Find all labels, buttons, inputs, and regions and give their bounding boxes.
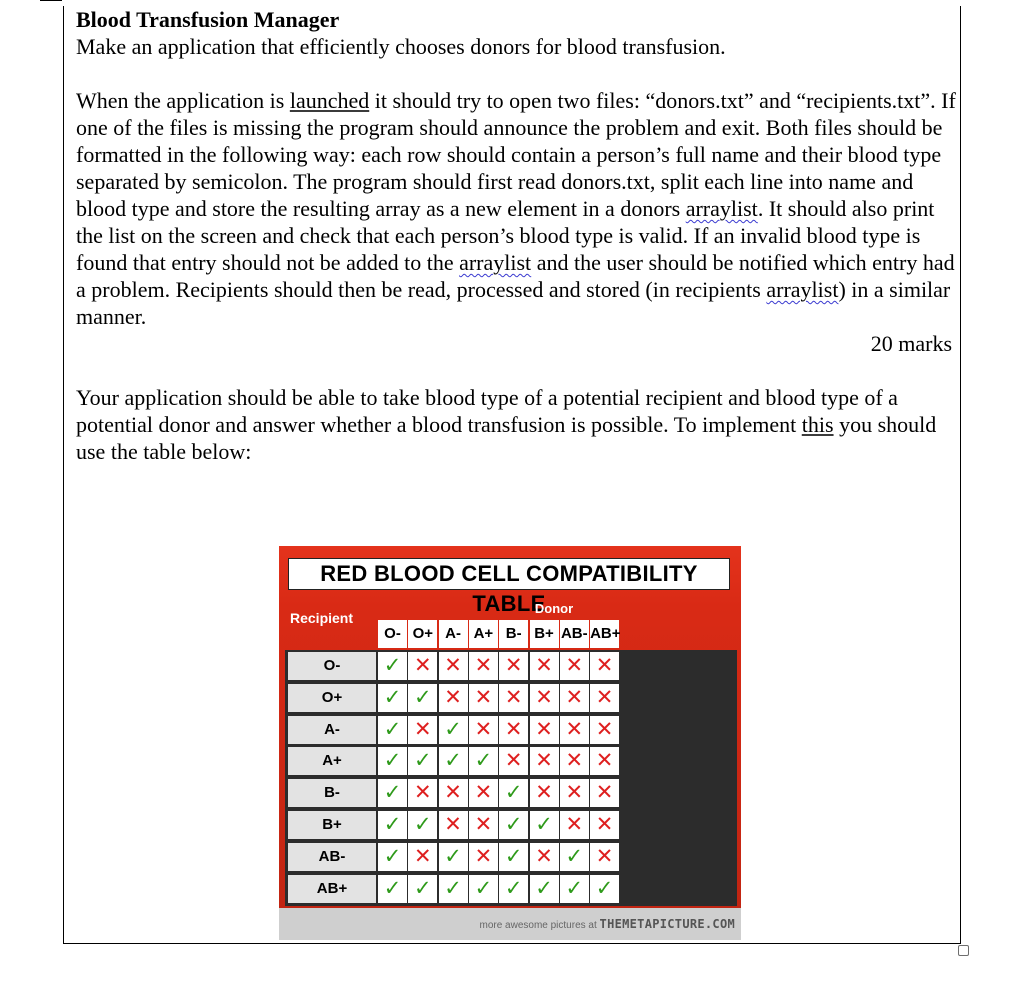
compatible-check-icon: ✓ (530, 811, 559, 839)
recipient-row-label: O+ (288, 684, 376, 712)
incompatible-cross-icon: ✕ (469, 811, 498, 839)
incompatible-cross-icon: ✕ (530, 779, 559, 807)
compatible-check-icon: ✓ (378, 875, 407, 903)
compatible-check-icon: ✓ (378, 684, 407, 712)
incompatible-cross-icon: ✕ (590, 843, 619, 871)
incompatible-cross-icon: ✕ (499, 716, 528, 744)
donor-header: A- (439, 620, 468, 648)
compatible-check-icon: ✓ (439, 747, 468, 775)
donor-header: AB- (560, 620, 589, 648)
table-top-border (40, 0, 62, 1)
recipient-row-label: A- (288, 716, 376, 744)
incompatible-cross-icon: ✕ (469, 779, 498, 807)
incompatible-cross-icon: ✕ (439, 652, 468, 680)
recipient-row-label: AB- (288, 843, 376, 871)
requirements-paragraph (76, 87, 956, 330)
spellcheck-word-arraylist[interactable]: arraylist (459, 250, 532, 275)
spellcheck-word-arraylist[interactable]: arraylist (766, 277, 839, 302)
donor-header: B+ (530, 620, 559, 648)
incompatible-cross-icon: ✕ (530, 747, 559, 775)
incompatible-cross-icon: ✕ (590, 652, 619, 680)
incompatible-cross-icon: ✕ (530, 652, 559, 680)
compatible-check-icon: ✓ (560, 875, 589, 903)
incompatible-cross-icon: ✕ (408, 652, 437, 680)
donor-header: O+ (408, 620, 437, 648)
compatibility-paragraph (76, 384, 956, 465)
underlined-word-this: this (801, 412, 834, 437)
incompatible-cross-icon: ✕ (560, 684, 589, 712)
compatible-check-icon: ✓ (408, 811, 437, 839)
incompatible-cross-icon: ✕ (469, 716, 498, 744)
incompatible-cross-icon: ✕ (530, 843, 559, 871)
compatible-check-icon: ✓ (499, 875, 528, 903)
incompatible-cross-icon: ✕ (408, 716, 437, 744)
recipient-row-label: O- (288, 652, 376, 680)
incompatible-cross-icon: ✕ (469, 843, 498, 871)
recipient-row-label: B- (288, 779, 376, 807)
incompatible-cross-icon: ✕ (469, 684, 498, 712)
text-run: and the user should be notified which entry had a problem. Recipients should then be read, processed and stored (in recipients (76, 250, 955, 302)
donor-header: AB+ (590, 620, 619, 648)
incompatible-cross-icon: ✕ (560, 652, 589, 680)
compatible-check-icon: ✓ (439, 843, 468, 871)
credit-bar (279, 908, 741, 940)
incompatible-cross-icon: ✕ (530, 716, 559, 744)
compatible-check-icon: ✓ (378, 747, 407, 775)
credit-prefix: more awesome pictures at (479, 920, 597, 931)
compatible-check-icon: ✓ (408, 747, 437, 775)
compatible-check-icon: ✓ (469, 747, 498, 775)
recipient-row-label: A+ (288, 747, 376, 775)
compatibility-table-image (279, 546, 741, 940)
text-run: it should try to open two files: “donors.txt” and “recipients.txt”. If one of the files is missing the program should announce the problem and exit. Both files should be formatted in the following way: each row should contain a person’s full name and their blood type separated by semicolon. The program should first read donors.txt, split each line into name and blood type and store the resulting array as a new element in a donors (76, 88, 956, 221)
credit-site: THEMETAPICTURE.COM (599, 917, 735, 931)
incompatible-cross-icon: ✕ (439, 779, 468, 807)
incompatible-cross-icon: ✕ (590, 811, 619, 839)
compatible-check-icon: ✓ (469, 875, 498, 903)
compatible-check-icon: ✓ (408, 684, 437, 712)
donor-header: B- (499, 620, 528, 648)
donor-header: A+ (469, 620, 498, 648)
recipient-row-label: B+ (288, 811, 376, 839)
incompatible-cross-icon: ✕ (590, 684, 619, 712)
compatible-check-icon: ✓ (560, 843, 589, 871)
credit-text (479, 917, 735, 931)
incompatible-cross-icon: ✕ (530, 684, 559, 712)
resize-handle[interactable] (958, 945, 969, 956)
recipient-row-label: AB+ (288, 875, 376, 903)
compatible-check-icon: ✓ (499, 779, 528, 807)
document-title: Blood Transfusion Manager (76, 7, 340, 32)
incompatible-cross-icon: ✕ (560, 779, 589, 807)
compatible-check-icon: ✓ (378, 779, 407, 807)
compatible-check-icon: ✓ (499, 843, 528, 871)
incompatible-cross-icon: ✕ (408, 779, 437, 807)
compatible-check-icon: ✓ (590, 875, 619, 903)
underlined-word-launched: launched (289, 88, 370, 113)
compatible-check-icon: ✓ (439, 875, 468, 903)
incompatible-cross-icon: ✕ (499, 747, 528, 775)
donor-header: O- (378, 620, 407, 648)
compatible-check-icon: ✓ (439, 716, 468, 744)
incompatible-cross-icon: ✕ (439, 684, 468, 712)
compatible-check-icon: ✓ (378, 652, 407, 680)
donor-axis-label: Donor (534, 601, 574, 616)
compatible-check-icon: ✓ (408, 875, 437, 903)
compatible-check-icon: ✓ (378, 811, 407, 839)
incompatible-cross-icon: ✕ (560, 811, 589, 839)
incompatible-cross-icon: ✕ (560, 747, 589, 775)
recipient-axis-label: Recipient (290, 610, 354, 626)
incompatible-cross-icon: ✕ (590, 716, 619, 744)
spellcheck-word-arraylist[interactable]: arraylist (685, 196, 758, 221)
incompatible-cross-icon: ✕ (469, 652, 498, 680)
document-body (76, 6, 956, 465)
incompatible-cross-icon: ✕ (499, 684, 528, 712)
compatible-check-icon: ✓ (530, 875, 559, 903)
text-run: When the application is (76, 88, 290, 113)
chart-title: RED BLOOD CELL COMPATIBILITY TABLE (288, 558, 730, 590)
text-run: ) in a similar manner. (76, 277, 951, 329)
incompatible-cross-icon: ✕ (560, 716, 589, 744)
incompatible-cross-icon: ✕ (439, 811, 468, 839)
compatible-check-icon: ✓ (378, 843, 407, 871)
incompatible-cross-icon: ✕ (590, 779, 619, 807)
incompatible-cross-icon: ✕ (499, 652, 528, 680)
incompatible-cross-icon: ✕ (408, 843, 437, 871)
marks-label: 20 marks (870, 331, 952, 356)
text-run: you should use the table below: (76, 412, 937, 464)
text-run: Your application should be able to take blood type of a potential recipient and blood type of a potential donor and answer whether a blood transfusion is possible. To implement (76, 385, 898, 437)
compatible-check-icon: ✓ (378, 716, 407, 744)
intro-text: Make an application that efficiently chooses donors for blood transfusion. (76, 34, 726, 59)
text-run: . It should also print the list on the screen and check that each person’s blood type is valid. If an invalid blood type is found that entry should not be added to the (76, 196, 935, 275)
compatible-check-icon: ✓ (499, 811, 528, 839)
incompatible-cross-icon: ✕ (590, 747, 619, 775)
